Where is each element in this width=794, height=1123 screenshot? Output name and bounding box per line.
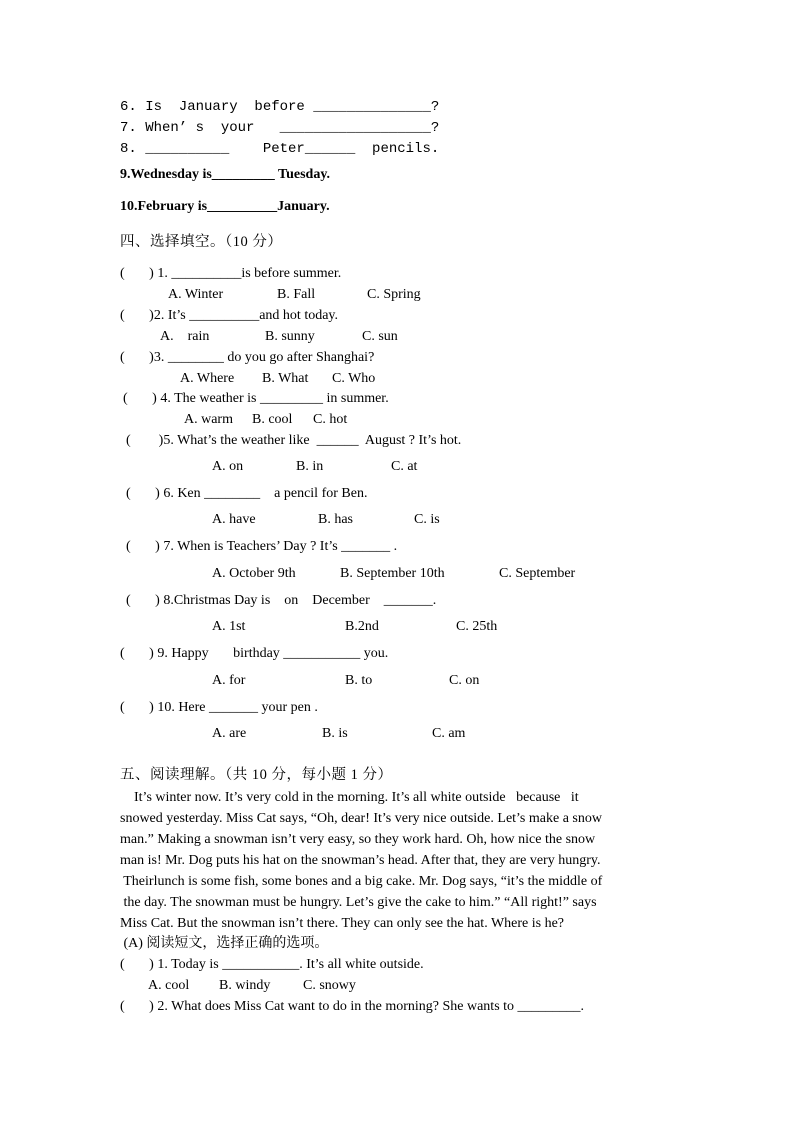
mc-q3-option-c: C. Who	[332, 371, 376, 386]
section5-heading: 五、阅读理解。（共 10 分，每小题 1 分）	[120, 767, 393, 783]
mc-q5-option-a: A. on	[212, 459, 244, 474]
mc-q2-stem: ( )2. It’s __________and hot today.	[120, 308, 339, 323]
mc-q10-stem: ( ) 10. Here _______ your pen .	[120, 700, 318, 715]
mc-q8-option-a: A. 1st	[212, 619, 246, 634]
mc-q3-stem: ( )3. ________ do you go after Shanghai?	[120, 350, 375, 365]
passage-line-1: It’s winter now. It’s very cold in the morning. It’s all white outside because it	[120, 790, 579, 805]
mc-q9-option-c: C. on	[449, 673, 480, 688]
mc-q3-option-b: B. What	[262, 371, 309, 386]
q7-line: 7. When’ s your __________________?	[120, 120, 440, 136]
mc-q2-option-b: B. sunny	[265, 329, 315, 344]
mc-q1-option-c: C. Spring	[367, 287, 421, 302]
mc-q8-option-b: B.2nd	[345, 619, 379, 634]
mc-q4-stem: ( ) 4. The weather is _________ in summer.	[123, 391, 389, 406]
mc-q5-stem: ( )5. What’s the weather like ______ August ? It’s hot.	[126, 433, 462, 448]
mc-q4-option-c: C. hot	[313, 412, 348, 427]
mc-q9-stem: ( ) 9. Happy birthday ___________ you.	[120, 646, 389, 661]
reading-q1-stem: ( ) 1. Today is ___________. It’s all white outside.	[120, 957, 424, 972]
reading-q1-option-b: B. windy	[219, 978, 271, 993]
mc-q1-stem: ( ) 1. __________is before summer.	[120, 266, 342, 281]
mc-q5-option-b: B. in	[296, 459, 324, 474]
mc-q10-option-a: A. are	[212, 726, 247, 741]
passage-line-4: man is! Mr. Dog puts his hat on the snowman’s head. After that, they are very hungry.	[120, 853, 601, 868]
mc-q10-option-b: B. is	[322, 726, 348, 741]
passage-line-3: man.” Making a snowman isn’t very easy, so they work hard. Oh, how nice the snow	[120, 832, 596, 847]
mc-q10-option-c: C. am	[432, 726, 466, 741]
reading-subheading: (A) 阅读短文，选择正确的选项。	[120, 936, 329, 951]
mc-q9-option-b: B. to	[345, 673, 373, 688]
mc-q6-option-b: B. has	[318, 512, 353, 527]
passage-line-2: snowed yesterday. Miss Cat says, “Oh, dear! It’s very nice outside. Let’s make a snow	[120, 811, 602, 826]
mc-q8-option-c: C. 25th	[456, 619, 498, 634]
mc-q8-stem: ( ) 8.Christmas Day is on December _______.	[126, 593, 437, 608]
mc-q7-option-a: A. October 9th	[212, 566, 296, 581]
mc-q1-option-b: B. Fall	[277, 287, 316, 302]
passage-line-6: the day. The snowman must be hungry. Let’s give the cake to him.” “All right!” says	[120, 895, 597, 910]
mc-q3-option-a: A. Where	[180, 371, 235, 386]
mc-q4-option-a: A. warm	[184, 412, 233, 427]
reading-q1-option-c: C. snowy	[303, 978, 356, 993]
q10-line: 10.February is__________January.	[120, 199, 330, 214]
q6-line: 6. Is January before ______________?	[120, 99, 440, 115]
mc-q1-option-a: A. Winter	[168, 287, 224, 302]
q8-line: 8. __________ Peter______ pencils.	[120, 141, 440, 157]
mc-q7-option-b: B. September 10th	[340, 566, 445, 581]
passage-line-5: Theirlunch is some fish, some bones and a big cake. Mr. Dog says, “it’s the middle of	[120, 874, 603, 889]
mc-q6-stem: ( ) 6. Ken ________ a pencil for Ben.	[126, 486, 368, 501]
mc-q4-option-b: B. cool	[252, 412, 293, 427]
mc-q2-option-a: A. rain	[160, 329, 210, 344]
mc-q6-option-c: C. is	[414, 512, 440, 527]
reading-q1-option-a: A. cool	[148, 978, 190, 993]
reading-q2-stem: ( ) 2. What does Miss Cat want to do in the morning? She wants to _________.	[120, 999, 585, 1014]
mc-q7-option-c: C. September	[499, 566, 576, 581]
mc-q6-option-a: A. have	[212, 512, 256, 527]
section4-heading: 四、选择填空。（10 分）	[120, 234, 283, 250]
q9-line: 9.Wednesday is_________ Tuesday.	[120, 167, 331, 182]
mc-q5-option-c: C. at	[391, 459, 418, 474]
mc-q9-option-a: A. for	[212, 673, 246, 688]
mc-q2-option-c: C. sun	[362, 329, 398, 344]
mc-q7-stem: ( ) 7. When is Teachers’ Day ? It’s _______ .	[126, 539, 398, 554]
passage-line-7: Miss Cat. But the snowman isn’t there. They can only see the hat. Where is he?	[120, 916, 565, 931]
